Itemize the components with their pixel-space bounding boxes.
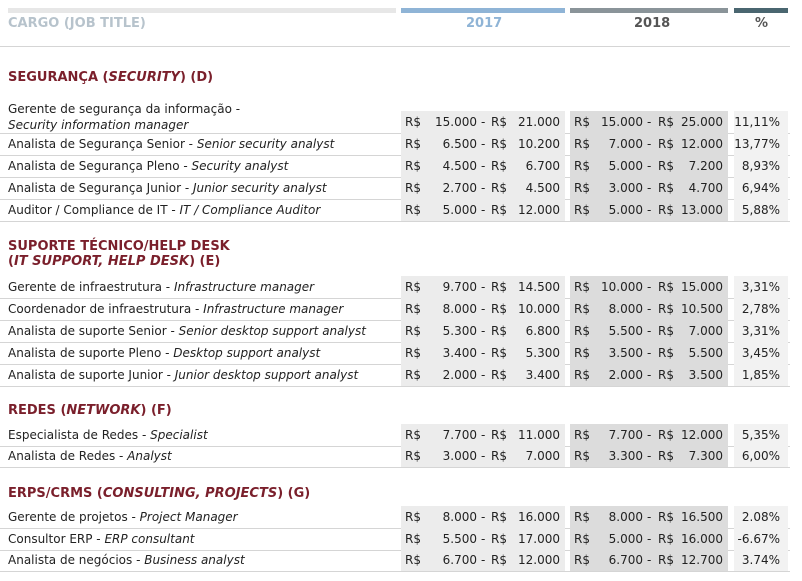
job-title-pt: Analista de Segurança Pleno -: [8, 159, 192, 173]
job-title-pt: Especialista de Redes -: [8, 428, 151, 442]
salary-2018: [570, 342, 728, 364]
section-heading-prefix: ERPS/CRMS (: [8, 486, 103, 501]
salary-2018-min: 3.300: [608, 449, 643, 463]
currency-label: R$: [658, 181, 674, 195]
job-title-en: IT / Compliance Auditor: [179, 203, 321, 217]
job-title-en: Specialist: [150, 428, 208, 442]
range-dash: -: [647, 181, 652, 195]
job-title: [8, 528, 398, 550]
section-heading: [8, 486, 310, 501]
salary-2017-max: 12.000: [518, 553, 560, 567]
row-divider: [0, 571, 790, 572]
currency-label: R$: [574, 368, 590, 382]
table-row: [0, 133, 802, 155]
currency-label: R$: [574, 449, 590, 463]
currency-label: R$: [491, 302, 507, 316]
job-title: [8, 155, 398, 177]
job-title: [8, 364, 398, 386]
job-title-pt: Analista de suporte Junior -: [8, 368, 175, 382]
currency-label: R$: [658, 324, 674, 338]
currency-label: R$: [405, 324, 421, 338]
currency-label: R$: [491, 368, 507, 382]
currency-label: R$: [658, 553, 674, 567]
job-title-en: Project Manager: [139, 510, 238, 524]
currency-label: R$: [658, 137, 674, 151]
currency-label: R$: [491, 203, 507, 217]
salary-2018-max: 16.000: [681, 532, 723, 546]
pct-change: 6,94%: [734, 177, 788, 199]
salary-2018: [570, 111, 728, 133]
section-heading-line: [8, 70, 213, 85]
currency-label: R$: [491, 324, 507, 338]
table-row: [0, 320, 802, 342]
section-heading-prefix: SEGURANÇA (: [8, 70, 109, 85]
section-heading-italic: IT SUPPORT, HELP DESK: [13, 254, 190, 269]
pct-change: 6,00%: [734, 445, 788, 467]
range-dash: -: [481, 324, 486, 338]
pct-change: 3,31%: [734, 320, 788, 342]
salary-2017-min: 5.500: [442, 532, 477, 546]
salary-2017-min: 2.000: [442, 368, 477, 382]
currency-label: R$: [658, 302, 674, 316]
salary-2018: [570, 199, 728, 221]
job-title-en: Junior security analyst: [192, 181, 327, 195]
salary-2017: [401, 549, 565, 571]
pct-change: 5,88%: [734, 199, 788, 221]
salary-2017-max: 6.800: [525, 324, 560, 338]
range-dash: -: [481, 368, 486, 382]
currency-label: R$: [574, 428, 590, 442]
job-title: [8, 199, 398, 221]
currency-label: R$: [658, 510, 674, 524]
section-heading-suffix: ) (E): [189, 254, 221, 269]
salary-2018: [570, 177, 728, 199]
salary-2017: [401, 506, 565, 528]
salary-2017-max: 12.000: [518, 203, 560, 217]
salary-2018: [570, 133, 728, 155]
section-heading-prefix: (: [8, 254, 14, 269]
currency-label: R$: [405, 115, 421, 129]
salary-2017-max: 17.000: [518, 532, 560, 546]
currency-label: R$: [491, 115, 507, 129]
currency-label: R$: [405, 346, 421, 360]
salary-2018-max: 13.000: [681, 203, 723, 217]
salary-2018-min: 7.700: [608, 428, 643, 442]
salary-2017-max: 6.700: [525, 159, 560, 173]
job-title: [8, 298, 398, 320]
salary-2018-min: 3.500: [608, 346, 643, 360]
job-title-en: Security information manager: [8, 118, 189, 132]
salary-2017: [401, 342, 565, 364]
salary-2018-max: 5.500: [688, 346, 723, 360]
job-title-pt: Consultor ERP -: [8, 532, 105, 546]
salary-2017: [401, 528, 565, 550]
pct-change: 5,35%: [734, 424, 788, 446]
currency-label: R$: [658, 449, 674, 463]
range-dash: -: [481, 203, 486, 217]
currency-label: R$: [405, 137, 421, 151]
job-title-pt: Coordenador de infraestrutura -: [8, 302, 204, 316]
range-dash: -: [647, 324, 652, 338]
range-dash: -: [647, 115, 652, 129]
currency-label: R$: [658, 428, 674, 442]
currency-label: R$: [658, 346, 674, 360]
table-row: [0, 445, 802, 467]
job-title-en: Infrastructure manager: [203, 302, 344, 316]
table-row: [0, 155, 802, 177]
range-dash: -: [647, 302, 652, 316]
header-pct: %: [755, 16, 769, 31]
salary-2017-max: 4.500: [525, 181, 560, 195]
currency-label: R$: [491, 449, 507, 463]
salary-2018-max: 7.300: [688, 449, 723, 463]
salary-2017-min: 3.000: [442, 449, 477, 463]
job-title: [8, 549, 398, 571]
salary-2018: [570, 320, 728, 342]
salary-2018-min: 3.000: [608, 181, 643, 195]
currency-label: R$: [491, 137, 507, 151]
currency-label: R$: [405, 159, 421, 173]
salary-2018-min: 15.000: [601, 115, 643, 129]
table-row: [0, 298, 802, 320]
pct-change: 2,78%: [734, 298, 788, 320]
currency-label: R$: [574, 346, 590, 360]
section-heading-suffix: ) (F): [140, 403, 172, 418]
salary-2017-min: 8.000: [442, 510, 477, 524]
range-dash: -: [481, 137, 486, 151]
section-heading: [8, 403, 172, 418]
salary-2017-min: 8.000: [442, 302, 477, 316]
table-row: [0, 364, 802, 386]
table-row: [0, 199, 802, 221]
currency-label: R$: [658, 532, 674, 546]
salary-2018-max: 12.000: [681, 137, 723, 151]
pct-change: 8,93%: [734, 155, 788, 177]
header-bar-title: [8, 8, 396, 13]
header-title: CARGO (JOB TITLE): [8, 16, 146, 31]
currency-label: R$: [574, 553, 590, 567]
section-heading-suffix: ) (D): [179, 70, 214, 85]
pct-change: 11,11%: [734, 111, 788, 133]
range-dash: -: [481, 302, 486, 316]
range-dash: -: [481, 346, 486, 360]
currency-label: R$: [658, 159, 674, 173]
job-title: [8, 177, 398, 199]
table-row: [0, 549, 802, 571]
table-row: [0, 177, 802, 199]
currency-label: R$: [491, 510, 507, 524]
salary-2017-min: 3.400: [442, 346, 477, 360]
currency-label: R$: [491, 532, 507, 546]
salary-2018-max: 3.500: [688, 368, 723, 382]
currency-label: R$: [491, 280, 507, 294]
salary-2018-max: 25.000: [681, 115, 723, 129]
table-row: [0, 528, 802, 550]
range-dash: -: [481, 181, 486, 195]
salary-2018-min: 8.000: [608, 302, 643, 316]
currency-label: R$: [405, 302, 421, 316]
job-title: [8, 133, 398, 155]
salary-2017-min: 5.300: [442, 324, 477, 338]
range-dash: -: [481, 449, 486, 463]
job-title-en: ERP consultant: [104, 532, 195, 546]
job-title-pt: Analista de Segurança Junior -: [8, 181, 193, 195]
job-title: [8, 424, 398, 446]
salary-2017-max: 3.400: [525, 368, 560, 382]
salary-2018: [570, 276, 728, 298]
range-dash: -: [647, 510, 652, 524]
range-dash: -: [647, 532, 652, 546]
salary-2018-min: 10.000: [601, 280, 643, 294]
range-dash: -: [481, 115, 486, 129]
section-heading-prefix: REDES (: [8, 403, 67, 418]
salary-2018: [570, 528, 728, 550]
currency-label: R$: [405, 280, 421, 294]
salary-2018-max: 15.000: [681, 280, 723, 294]
range-dash: -: [647, 346, 652, 360]
range-dash: -: [647, 203, 652, 217]
currency-label: R$: [574, 302, 590, 316]
salary-2018-min: 5.500: [608, 324, 643, 338]
salary-2017-min: 4.500: [442, 159, 477, 173]
job-title: [8, 445, 398, 467]
header-bar-2018: [570, 8, 728, 13]
job-title: [8, 95, 398, 133]
currency-label: R$: [574, 203, 590, 217]
job-title-pt: Gerente de infraestrutura -: [8, 280, 174, 294]
header-year-2018: 2018: [634, 16, 671, 31]
section-heading-line: [8, 403, 172, 418]
salary-2018-max: 7.000: [688, 324, 723, 338]
range-dash: -: [481, 280, 486, 294]
job-title-en: Analyst: [127, 449, 172, 463]
range-dash: -: [481, 532, 486, 546]
currency-label: R$: [405, 203, 421, 217]
pct-change: 13,77%: [734, 133, 788, 155]
job-title-pt: Analista de negócios -: [8, 553, 145, 567]
range-dash: -: [647, 449, 652, 463]
salary-2017: [401, 155, 565, 177]
currency-label: R$: [658, 203, 674, 217]
salary-2017-max: 10.000: [518, 302, 560, 316]
salary-2018: [570, 364, 728, 386]
section-heading-italic: CONSULTING, PROJECTS: [102, 486, 278, 501]
currency-label: R$: [405, 368, 421, 382]
section-heading: [8, 239, 230, 269]
job-title: [8, 506, 398, 528]
job-title-pt: Analista de suporte Senior -: [8, 324, 179, 338]
table-row: [0, 342, 802, 364]
salary-2017-min: 9.700: [442, 280, 477, 294]
job-title: [8, 276, 398, 298]
salary-2017-max: 21.000: [518, 115, 560, 129]
salary-2018: [570, 155, 728, 177]
currency-label: R$: [574, 324, 590, 338]
salary-2017: [401, 111, 565, 133]
job-title-en: Infrastructure manager: [173, 280, 315, 294]
currency-label: R$: [574, 280, 590, 294]
salary-2018: [570, 424, 728, 446]
pct-change: 3,31%: [734, 276, 788, 298]
job-title-pt: Analista de Segurança Senior -: [8, 137, 197, 151]
section-heading-line: [8, 486, 310, 501]
salary-2018: [570, 506, 728, 528]
salary-2018-max: 12.000: [681, 428, 723, 442]
currency-label: R$: [574, 510, 590, 524]
salary-2017: [401, 298, 565, 320]
salary-2017-min: 2.700: [442, 181, 477, 195]
header-bar-pct: [734, 8, 788, 13]
header-year-2017: 2017: [466, 16, 503, 31]
range-dash: -: [647, 368, 652, 382]
range-dash: -: [647, 159, 652, 173]
job-title-en: Desktop support analyst: [173, 346, 321, 360]
salary-2018-max: 4.700: [688, 181, 723, 195]
currency-label: R$: [405, 510, 421, 524]
job-title-en: Business analyst: [144, 553, 245, 567]
range-dash: -: [647, 137, 652, 151]
range-dash: -: [647, 428, 652, 442]
salary-2018-min: 5.000: [608, 159, 643, 173]
currency-label: R$: [574, 181, 590, 195]
currency-label: R$: [405, 181, 421, 195]
pct-change: 2.08%: [734, 506, 788, 528]
currency-label: R$: [405, 428, 421, 442]
section-heading-line1: SUPORTE TÉCNICO/HELP DESK: [8, 239, 230, 254]
salary-2017: [401, 276, 565, 298]
section-heading-italic: SECURITY: [108, 70, 180, 85]
salary-2017: [401, 199, 565, 221]
currency-label: R$: [491, 159, 507, 173]
section-heading-line: [8, 254, 230, 269]
pct-change: 3,45%: [734, 342, 788, 364]
salary-2018: [570, 445, 728, 467]
salary-2018-min: 6.700: [608, 553, 643, 567]
pct-change: 1,85%: [734, 364, 788, 386]
currency-label: R$: [491, 428, 507, 442]
section-heading: [8, 70, 213, 85]
section-heading-italic: NETWORK: [66, 403, 141, 418]
currency-label: R$: [658, 115, 674, 129]
job-title-pt: Gerente de segurança da informação -: [8, 102, 241, 116]
salary-2018: [570, 298, 728, 320]
currency-label: R$: [658, 280, 674, 294]
salary-2017-min: 15.000: [435, 115, 477, 129]
table-row: [0, 276, 802, 298]
salary-2017: [401, 177, 565, 199]
job-title: [8, 320, 398, 342]
salary-2018-max: 12.700: [681, 553, 723, 567]
range-dash: -: [481, 510, 486, 524]
job-title-pt: Auditor / Compliance de IT -: [8, 203, 180, 217]
currency-label: R$: [491, 553, 507, 567]
range-dash: -: [647, 553, 652, 567]
header-bar-2017: [401, 8, 565, 13]
section-heading-suffix: ) (G): [277, 486, 311, 501]
job-title-en: Senior desktop support analyst: [178, 324, 366, 338]
salary-2017-max: 5.300: [525, 346, 560, 360]
job-title-pt: Analista de suporte Pleno -: [8, 346, 174, 360]
currency-label: R$: [491, 181, 507, 195]
row-divider: [0, 386, 790, 387]
table-row: [0, 424, 802, 446]
currency-label: R$: [405, 553, 421, 567]
job-title-en: Junior desktop support analyst: [174, 368, 359, 382]
currency-label: R$: [574, 159, 590, 173]
row-divider: [0, 221, 790, 222]
salary-2018-min: 8.000: [608, 510, 643, 524]
range-dash: -: [481, 428, 486, 442]
table-row: [0, 506, 802, 528]
salary-2018-max: 7.200: [688, 159, 723, 173]
job-title: [8, 342, 398, 364]
salary-2017-max: 11.000: [518, 428, 560, 442]
salary-2017-min: 7.700: [442, 428, 477, 442]
job-title-pt: Analista de Redes -: [8, 449, 128, 463]
salary-2017: [401, 364, 565, 386]
pct-change: -6.67%: [734, 528, 788, 550]
currency-label: R$: [658, 368, 674, 382]
salary-2017-min: 6.700: [442, 553, 477, 567]
salary-2017-max: 7.000: [525, 449, 560, 463]
salary-2018-min: 5.000: [608, 203, 643, 217]
salary-2017: [401, 424, 565, 446]
currency-label: R$: [574, 115, 590, 129]
salary-2018-min: 7.000: [608, 137, 643, 151]
salary-2017-max: 10.200: [518, 137, 560, 151]
currency-label: R$: [491, 346, 507, 360]
salary-2018: [570, 549, 728, 571]
currency-label: R$: [574, 532, 590, 546]
job-title-en: Security analyst: [191, 159, 289, 173]
header-divider: [0, 46, 790, 47]
range-dash: -: [481, 159, 486, 173]
range-dash: -: [647, 280, 652, 294]
currency-label: R$: [405, 532, 421, 546]
salary-2018-max: 16.500: [681, 510, 723, 524]
job-title-pt: Gerente de projetos -: [8, 510, 140, 524]
range-dash: -: [481, 553, 486, 567]
currency-label: R$: [405, 449, 421, 463]
salary-2017-min: 5.000: [442, 203, 477, 217]
salary-2017: [401, 320, 565, 342]
job-title-en: Senior security analyst: [196, 137, 335, 151]
salary-2017: [401, 445, 565, 467]
table-row: [0, 102, 802, 133]
salary-2017-max: 14.500: [518, 280, 560, 294]
pct-change: 3.74%: [734, 549, 788, 571]
salary-2018-min: 5.000: [608, 532, 643, 546]
salary-2018-max: 10.500: [681, 302, 723, 316]
salary-2017-max: 16.000: [518, 510, 560, 524]
salary-2018-min: 2.000: [608, 368, 643, 382]
salary-2017-min: 6.500: [442, 137, 477, 151]
row-divider: [0, 467, 790, 468]
salary-2017: [401, 133, 565, 155]
currency-label: R$: [574, 137, 590, 151]
